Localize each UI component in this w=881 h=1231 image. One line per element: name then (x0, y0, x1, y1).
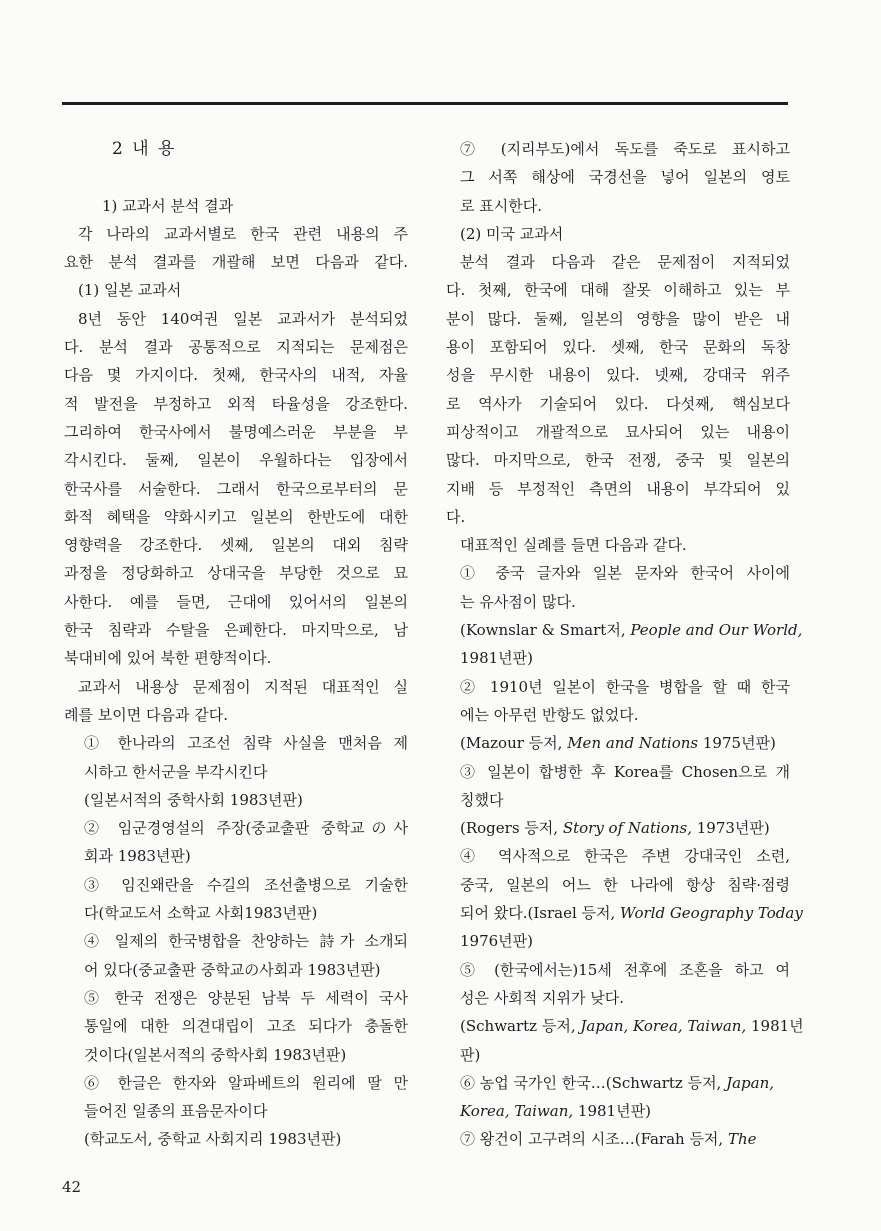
text-line: 용이 포함되어 있다. 셋째, 한국 문화의 독창 (446, 338, 790, 357)
text-line: 시하고 한서군을 부각시킨다 (84, 762, 268, 781)
text-line: (Schwartz 등저, Japan, Korea, Taiwan, 1981년 (460, 1017, 804, 1036)
text-line: 로 표시한다. (460, 196, 542, 215)
text-line: ⑤ (한국에서는)15세 전후에 조혼을 하고 여 (460, 960, 790, 979)
text-line: 1976년판) (460, 932, 534, 951)
text-line: 대표적인 실례를 들면 다음과 같다. (460, 536, 687, 555)
right-column (446, 135, 804, 1154)
text-line: ③ 임진왜란을 수길의 조선출병으로 기술한 (84, 875, 408, 894)
text-line: (학교도서, 중학교 사회지리 1983년판) (84, 1130, 342, 1149)
text-line: Korea, Taiwan, 1981년판) (460, 1102, 651, 1121)
text-line: 것이다(일본서적의 중학사회 1983년판) (84, 1045, 347, 1064)
text-line: 피상적이고 개괄적으로 묘사되어 있는 내용이 (446, 422, 790, 441)
text-line: 다(학교도서 소학교 사회1983년판) (84, 904, 318, 923)
text-line: ⑥ 농업 국가인 한국…(Schwartz 등저, Japan, (460, 1073, 775, 1092)
text-line: 다음 몇 가지이다. 첫째, 한국사의 내적, 자율 (64, 366, 408, 385)
text-line: 적 발전을 부정하고 외적 타율성을 강조한다. (64, 394, 408, 413)
text-line: 많다. 마지막으로, 한국 전쟁, 중국 및 일본의 (446, 451, 790, 470)
text-line: 회과 1983년판) (84, 847, 191, 866)
text-line: 2 내 용 (112, 139, 177, 159)
left-column (64, 135, 408, 1154)
text-line: 중국, 일본의 어느 한 나라에 항상 침략·점령 (460, 875, 790, 894)
text-line: 판) (460, 1045, 481, 1064)
text-line: 되어 왔다.(Israel 등저, World Geography Today (460, 904, 803, 923)
text-line: (1) 일본 교과서 (78, 281, 182, 300)
text-line: 영향력을 강조한다. 셋째, 일본의 대외 침략 (64, 536, 408, 555)
text-line: 한국 침략과 수탈을 은폐한다. 마지막으로, 남 (64, 621, 408, 640)
text-line: ② 1910년 일본이 한국을 병합을 할 때 한국 (460, 677, 790, 696)
text-line: ② 임군경영설의 주장(중교출판 중학교の사 (84, 819, 408, 838)
text-line: 1981년판) (460, 649, 534, 668)
text-line: 에는 아무런 반항도 없었다. (460, 705, 639, 724)
text-line: 다. 분석 결과 공통적으로 지적되는 문제점은 (64, 338, 408, 357)
text-line: 교과서 내용상 문제점이 지적된 대표적인 실 (78, 677, 408, 696)
text-line: 통일에 대한 의견대립이 고조 되다가 충돌한 (84, 1017, 408, 1036)
text-line: 성은 사회적 지위가 낮다. (460, 988, 624, 1007)
text-line: 북대비에 있어 북한 편향적이다. (64, 649, 272, 668)
text-line: 요한 분석 결과를 개괄해 보면 다음과 같다. (64, 253, 408, 272)
text-line: ⑥ 한글은 한자와 알파베트의 원리에 딸 만 (84, 1073, 408, 1092)
text-line: 칭했다 (460, 790, 504, 809)
text-line: (Kownslar & Smart저, People and Our World, (460, 621, 803, 640)
text-line: 지배 등 부정적인 측면의 내용이 부각되어 있 (446, 479, 790, 498)
text-line: 분석 결과 다음과 같은 문제점이 지적되었 (460, 253, 790, 272)
text-line: (Mazour 등저, Men and Nations 1975년판) (460, 734, 776, 753)
text-line: 그 서쪽 해상에 국경선을 넣어 일본의 영토 (460, 168, 790, 187)
text-line: 례를 보이면 다음과 같다. (64, 705, 228, 724)
text-line: 는 유사점이 많다. (460, 592, 576, 611)
text-line: 한국사를 서술한다. 그래서 한국으로부터의 문 (64, 479, 408, 498)
text-line: 로 역사가 기술되어 있다. 다섯째, 핵심보다 (446, 394, 790, 413)
text-line: 각 나라의 교과서별로 한국 관련 내용의 주 (78, 224, 408, 243)
text-line: 그리하여 한국사에서 불명예스러운 부분을 부 (64, 422, 408, 441)
text-line: 1) 교과서 분석 결과 (102, 196, 234, 215)
text-line: 분이 많다. 둘째, 일본의 영향을 많이 받은 내 (446, 309, 790, 328)
text-line: 다. (446, 507, 466, 526)
text-line: ④ 일제의 한국병합을 찬양하는 詩가 소개되 (84, 932, 408, 951)
text-line: ① 중국 글자와 일본 문자와 한국어 사이에 (460, 564, 790, 583)
page-number: 42 (62, 1178, 82, 1196)
text-line (64, 163, 408, 191)
header-rule (62, 102, 788, 105)
text-line: ⑦ (지리부도)에서 독도를 죽도로 표시하고 (460, 140, 790, 158)
text-line: 성을 무시한 내용이 있다. 넷째, 강대국 위주 (446, 366, 790, 385)
text-line: (일본서적의 중학사회 1983년판) (84, 790, 303, 809)
text-line: 8년 동안 140여권 일본 교과서가 분석되었 (78, 309, 408, 328)
text-line: 다. 첫째, 한국에 대해 잘못 이해하고 있는 부 (446, 281, 790, 300)
text-line: 들어진 일종의 표음문자이다 (84, 1102, 268, 1121)
text-line: ① 한나라의 고조선 침략 사실을 맨처음 제 (84, 734, 408, 753)
text-line: ⑤ 한국 전쟁은 양분된 남북 두 세력이 국사 (84, 988, 408, 1007)
text-line: 과정을 정당화하고 상대국을 부당한 것으로 묘 (64, 564, 408, 583)
text-line: (2) 미국 교과서 (460, 224, 564, 243)
text-line: (Rogers 등저, Story of Nations, 1973년판) (460, 819, 770, 838)
text-line: ④ 역사적으로 한국은 주변 강대국인 소련, (460, 847, 790, 866)
text-line: 사한다. 예를 들면, 근대에 있어서의 일본의 (64, 592, 408, 611)
text-line: ③ 일본이 합병한 후 Korea를 Chosen으로 개 (460, 762, 790, 781)
text-line: 각시킨다. 둘째, 일본이 우월하다는 입장에서 (64, 451, 408, 470)
text-line: 어 있다(중교출판 중학교の사회과 1983년판) (84, 960, 381, 979)
text-line: ⑦ 왕건이 고구려의 시조…(Farah 등저, The (460, 1130, 757, 1149)
text-line: 화적 혜택을 약화시키고 일본의 한반도에 대한 (64, 507, 408, 526)
